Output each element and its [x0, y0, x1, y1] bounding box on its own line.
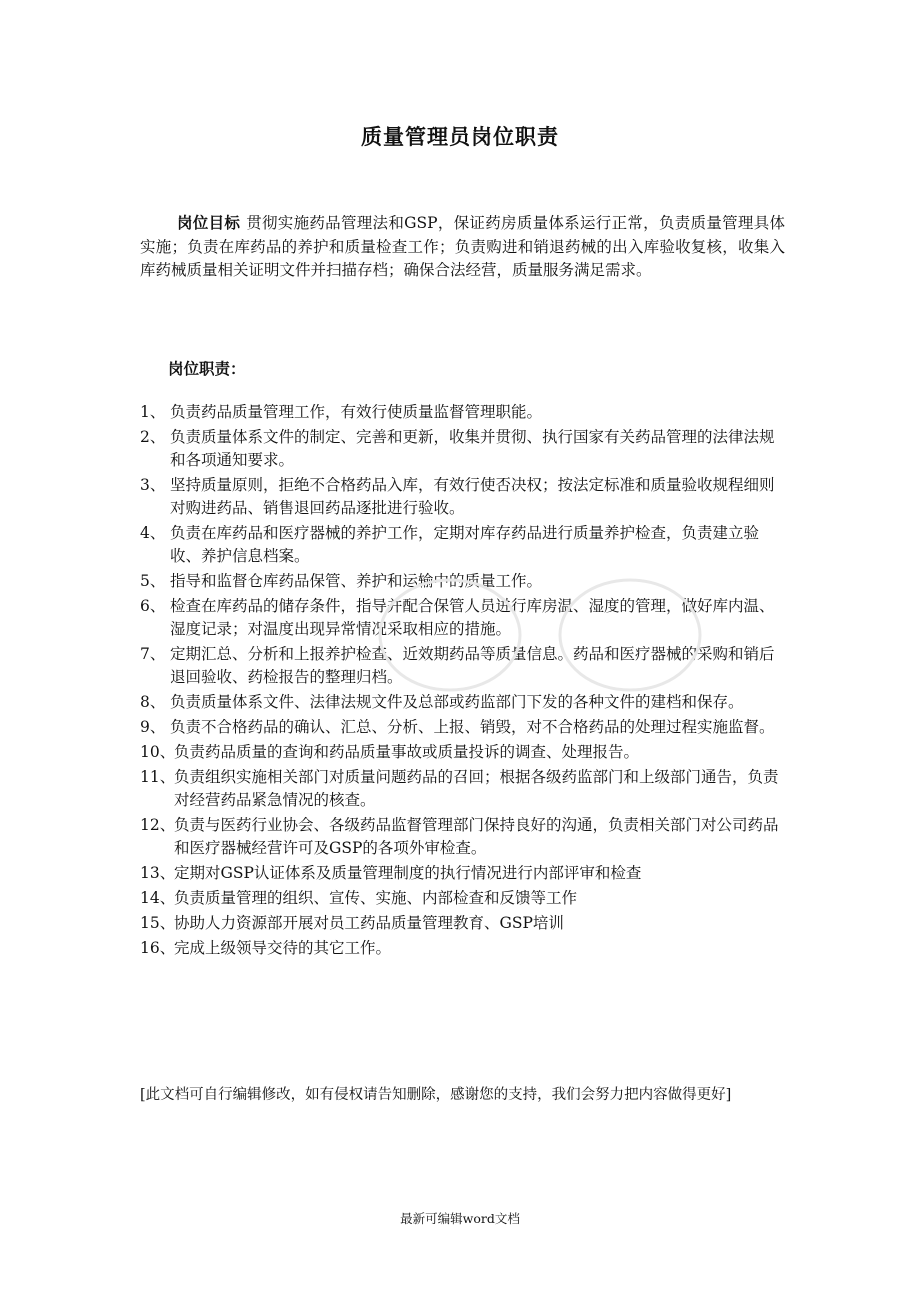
- duty-number: 7、: [140, 645, 166, 663]
- duty-text: 负责药品质量的查询和药品质量事故或质量投诉的调查、处理报告。: [174, 743, 640, 761]
- duty-number: 8、: [140, 693, 166, 711]
- duty-item: [140, 862, 785, 885]
- duty-text: 负责在库药品和医疗器械的养护工作，定期对库存药品进行质量养护检查，负责建立验收、养护信息档案。: [170, 524, 760, 565]
- duty-item: [140, 401, 785, 424]
- duty-text: 负责组织实施相关部门对质量问题药品的召回；根据各级药监部门和上级部门通告，负责对经营药品紧急情况的核查。: [174, 768, 779, 809]
- duty-number: 13、: [140, 864, 176, 882]
- duty-number: 1、: [140, 403, 166, 421]
- duty-text: 指导和监督仓库药品保管、养护和运输中的质量工作。: [170, 572, 543, 590]
- duty-text: 定期对GSP认证体系及质量管理制度的执行情况进行内部评审和检查: [174, 864, 642, 882]
- duty-number: 11、: [140, 768, 176, 786]
- duty-item: [140, 937, 785, 960]
- duty-item: [140, 474, 785, 520]
- duty-text: 检查在库药品的储存条件，指导并配合保管人员进行库房温、湿度的管理，做好库内温、湿度记录；对温度出现异常情况采取相应的措施。: [170, 597, 775, 638]
- duty-text: 负责药品质量管理工作，有效行使质量监督管理职能。: [170, 403, 543, 421]
- duty-item: [140, 716, 785, 739]
- duties-list: [140, 401, 785, 962]
- job-goal-text: 贯彻实施药品管理法和GSP，保证药房质量体系运行正常，负责质量管理具体实施；负责在库药品的养护和质量检查工作；负责购进和销退药械的出入库验收复核，收集入库药械质量相关证明文件并扫描存档；确保合法经营，质量服务满足需求。: [140, 214, 785, 279]
- duty-text: 负责不合格药品的确认、汇总、分析、上报、销毁，对不合格药品的处理过程实施监督。: [170, 718, 775, 736]
- duty-number: 16、: [140, 939, 176, 957]
- duty-item: [140, 570, 785, 593]
- duty-text: 完成上级领导交待的其它工作。: [174, 939, 392, 957]
- duty-number: 4、: [140, 524, 166, 542]
- duty-text: 负责质量体系文件的制定、完善和更新，收集并贯彻、执行国家有关药品管理的法律法规和各项通知要求。: [170, 428, 775, 469]
- duties-heading: 岗位职责：: [168, 359, 246, 378]
- duty-number: 9、: [140, 718, 166, 736]
- job-goal-paragraph: [140, 211, 785, 283]
- duty-number: 6、: [140, 597, 166, 615]
- job-goal-label: 岗位目标: [177, 213, 241, 232]
- duty-item: [140, 887, 785, 910]
- page-footer: 最新可编辑word文档: [400, 1211, 520, 1226]
- duty-number: 2、: [140, 428, 166, 446]
- duty-number: 12、: [140, 816, 176, 834]
- duty-item: [140, 691, 785, 714]
- duty-text: 负责质量管理的组织、宣传、实施、内部检查和反馈等工作: [174, 889, 578, 907]
- duty-item: [140, 912, 785, 935]
- duty-item: [140, 741, 785, 764]
- duty-item: [140, 643, 785, 689]
- duty-item: [140, 426, 785, 472]
- duty-text: 协助人力资源部开展对员工药品质量管理教育、GSP培训: [174, 914, 564, 932]
- duty-number: 14、: [140, 889, 176, 907]
- duty-number: 10、: [140, 743, 176, 761]
- duty-item: [140, 522, 785, 568]
- duty-text: 坚持质量原则，拒绝不合格药品入库，有效行使否决权；按法定标准和质量验收规程细则对购进药品、销售退回药品逐批进行验收。: [170, 476, 775, 517]
- document-title: 质量管理员岗位职责: [361, 124, 559, 149]
- duty-item: [140, 595, 785, 641]
- duty-number: 5、: [140, 572, 166, 590]
- duty-text: 负责与医药行业协会、各级药品监督管理部门保持良好的沟通，负责相关部门对公司药品和医疗器械经营许可及GSP的各项外审检查。: [174, 816, 779, 857]
- duty-item: [140, 814, 785, 860]
- duty-number: 3、: [140, 476, 166, 494]
- duty-number: 15、: [140, 914, 176, 932]
- duty-text: 定期汇总、分析和上报养护检查、近效期药品等质量信息。药品和医疗器械的采购和销后退回验收、药检报告的整理归档。: [170, 645, 775, 686]
- duty-text: 负责质量体系文件、法律法规文件及总部或药监部门下发的各种文件的建档和保存。: [170, 693, 744, 711]
- edit-note: [此文档可自行编辑修改，如有侵权请告知删除，感谢您的支持，我们会努力把内容做得更好]: [140, 1087, 732, 1103]
- duty-item: [140, 766, 785, 812]
